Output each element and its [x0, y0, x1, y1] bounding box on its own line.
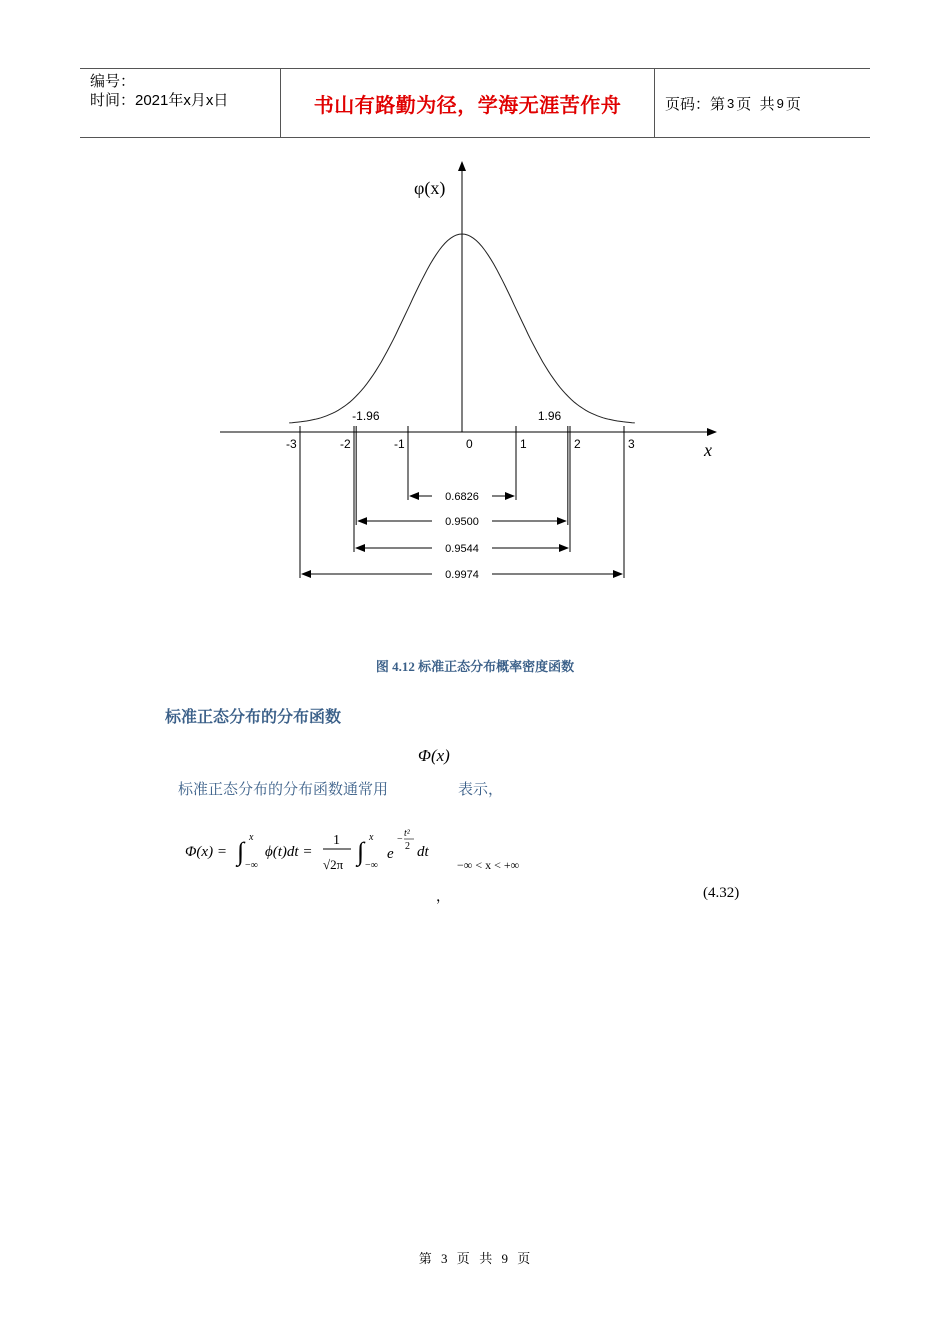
figure-caption: 图 4.12 标准正态分布概率密度函数 — [375, 659, 575, 674]
svg-text:e: e — [387, 846, 394, 862]
svg-text:x: x — [249, 832, 254, 843]
page-current: 3 — [727, 95, 735, 111]
page-prefix: 页码：第 — [665, 95, 726, 113]
tick-label: 3 — [628, 437, 635, 451]
formula-range: −∞ < x < +∞ — [457, 858, 520, 872]
phi-symbol: Φ(x) — [418, 746, 450, 765]
date-label: 时间：2021年x月x日 — [90, 92, 229, 109]
normal-distribution-figure — [210, 150, 740, 590]
tick-label: 0 — [466, 437, 473, 451]
svg-text:2: 2 — [405, 841, 410, 852]
svg-text:∫: ∫ — [357, 837, 365, 866]
critical-marks — [352, 409, 561, 423]
description-sentence — [178, 778, 503, 799]
page-suffix: 页 — [785, 95, 801, 113]
svg-text:−: − — [397, 834, 403, 845]
page-footer — [0, 1248, 950, 1267]
equation-number: (4.32) — [703, 885, 740, 901]
svg-text:Φ(x) =: Φ(x) = — [185, 844, 227, 860]
y-axis-label: φ(x) — [414, 178, 446, 198]
interval-label: 0.9500 — [445, 516, 479, 528]
cdf-formula — [185, 822, 565, 882]
formula-comma: ， — [436, 890, 450, 905]
sentence-after: 表示， — [458, 782, 504, 798]
footer-total: 9 — [501, 1251, 509, 1266]
tick-label: -2 — [340, 437, 351, 451]
interval-label: 0.9974 — [445, 569, 479, 581]
critical-mark-label: 1.96 — [537, 409, 562, 423]
footer-mid: 页 共 — [456, 1251, 494, 1266]
tick-label: -3 — [286, 437, 297, 451]
header-motto: 书山有路勤为径，学海无涯苦作舟 — [281, 69, 655, 137]
tick-label: -1 — [394, 437, 405, 451]
svg-text:ϕ(t)dt =: ϕ(t)dt = — [265, 844, 313, 860]
svg-text:∫: ∫ — [237, 837, 245, 866]
svg-text:t²: t² — [404, 828, 410, 839]
tick-label: 2 — [574, 437, 581, 451]
tick-label: 1 — [520, 437, 527, 451]
sentence-before: 标准正态分布的分布函数通常用 — [178, 782, 389, 798]
section-title: 标准正态分布的分布函数 — [165, 709, 342, 726]
footer-prefix: 第 — [418, 1251, 433, 1266]
footer-current: 3 — [440, 1251, 449, 1266]
svg-text:dt: dt — [417, 844, 429, 860]
critical-mark-label: -1.96 — [352, 409, 380, 423]
tick-labels — [286, 437, 635, 451]
svg-text:x: x — [369, 832, 374, 843]
page-total: 9 — [776, 95, 784, 111]
svg-text:−∞: −∞ — [365, 860, 378, 871]
page-mid: 页 共 — [736, 95, 775, 113]
interval-label: 0.9544 — [445, 543, 479, 555]
header-page-info — [655, 69, 870, 137]
footer-suffix: 页 — [517, 1251, 532, 1266]
page-header — [80, 68, 870, 138]
header-meta — [80, 69, 281, 137]
svg-text:√2π: √2π — [323, 857, 344, 872]
number-label: 编号： — [90, 73, 136, 90]
x-axis-label: x — [704, 440, 712, 460]
svg-text:1: 1 — [333, 833, 340, 848]
svg-text:−∞: −∞ — [245, 860, 258, 871]
interval-label: 0.6826 — [445, 491, 479, 503]
